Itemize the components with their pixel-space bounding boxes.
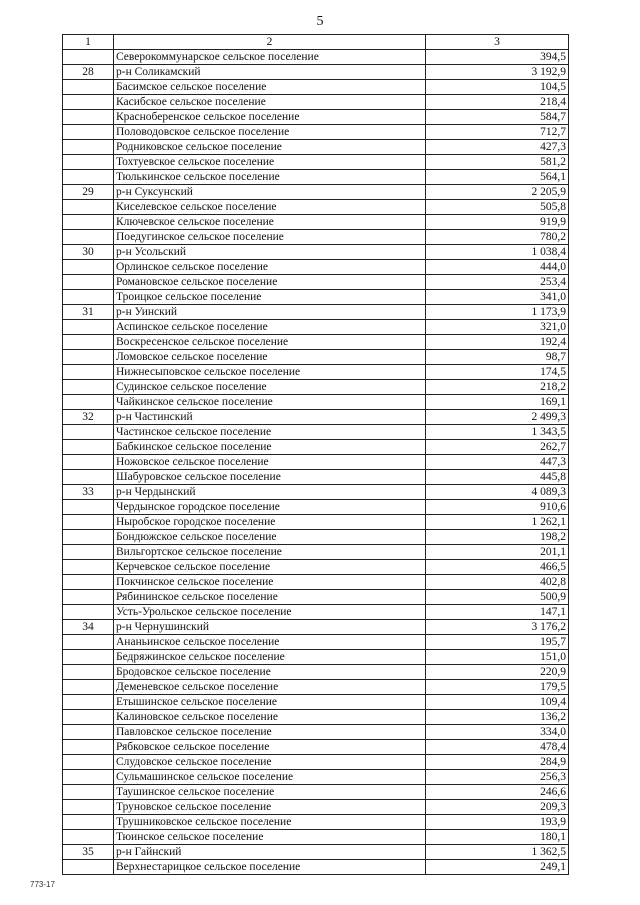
settlement-name: Поедугинское сельское поселение	[114, 230, 426, 245]
settlement-name: Калиновское сельское поселение	[114, 710, 426, 725]
amount-value: 249,1	[426, 860, 569, 875]
settlement-name: Бабкинское сельское поселение	[114, 440, 426, 455]
header-cell-3: 3	[426, 35, 569, 50]
amount-value: 427,3	[426, 140, 569, 155]
table-row	[63, 500, 569, 515]
row-number	[63, 320, 114, 335]
table-header-row	[63, 35, 569, 50]
settlement-name: р-н Частинский	[114, 410, 426, 425]
settlement-name: Керчевское сельское поселение	[114, 560, 426, 575]
amount-value: 198,2	[426, 530, 569, 545]
row-number: 28	[63, 65, 114, 80]
amount-value: 180,1	[426, 830, 569, 845]
settlement-name: Таушинское сельское поселение	[114, 785, 426, 800]
amount-value: 394,5	[426, 50, 569, 65]
table-row	[63, 830, 569, 845]
settlement-name: Трушниковское сельское поселение	[114, 815, 426, 830]
settlement-name: Чайкинское сельское поселение	[114, 395, 426, 410]
table-row	[63, 650, 569, 665]
amount-value: 1 262,1	[426, 515, 569, 530]
row-number	[63, 710, 114, 725]
row-number: 34	[63, 620, 114, 635]
row-number	[63, 575, 114, 590]
amount-value: 136,2	[426, 710, 569, 725]
amount-value: 98,7	[426, 350, 569, 365]
row-number	[63, 650, 114, 665]
document-code: 773-17	[30, 880, 55, 889]
settlement-name: Романовское сельское поселение	[114, 275, 426, 290]
amount-value: 174,5	[426, 365, 569, 380]
settlement-name: Шабуровское сельское поселение	[114, 470, 426, 485]
amount-value: 169,1	[426, 395, 569, 410]
row-number	[63, 170, 114, 185]
settlement-name: Половодовское сельское поселение	[114, 125, 426, 140]
settlement-name: Деменевское сельское поселение	[114, 680, 426, 695]
row-number	[63, 770, 114, 785]
amount-value: 2 499,3	[426, 410, 569, 425]
amount-value: 218,4	[426, 95, 569, 110]
table-row	[63, 350, 569, 365]
row-number	[63, 230, 114, 245]
row-number	[63, 515, 114, 530]
table-row	[63, 95, 569, 110]
settlement-name: Сульмашинское сельское поселение	[114, 770, 426, 785]
row-number	[63, 800, 114, 815]
amount-value: 151,0	[426, 650, 569, 665]
settlement-name: Вильгортское сельское поселение	[114, 545, 426, 560]
settlement-name: Троицкое сельское поселение	[114, 290, 426, 305]
table-row	[63, 365, 569, 380]
settlement-name: Чердынское городское поселение	[114, 500, 426, 515]
amount-value: 253,4	[426, 275, 569, 290]
row-number: 33	[63, 485, 114, 500]
amount-value: 109,4	[426, 695, 569, 710]
settlement-name: Верхнестарицкое сельское поселение	[114, 860, 426, 875]
table-row	[63, 590, 569, 605]
table-row	[63, 110, 569, 125]
settlement-name: р-н Суксунский	[114, 185, 426, 200]
row-number	[63, 635, 114, 650]
amount-value: 444,0	[426, 260, 569, 275]
settlement-name: Павловское сельское поселение	[114, 725, 426, 740]
table-row	[63, 785, 569, 800]
amount-value: 500,9	[426, 590, 569, 605]
table-row	[63, 515, 569, 530]
row-number	[63, 335, 114, 350]
settlement-name: Ножовское сельское поселение	[114, 455, 426, 470]
header-cell-2: 2	[114, 35, 426, 50]
amount-value: 478,4	[426, 740, 569, 755]
settlement-name: Киселевское сельское поселение	[114, 200, 426, 215]
table-row	[63, 50, 569, 65]
table-row	[63, 695, 569, 710]
amount-value: 1 038,4	[426, 245, 569, 260]
settlement-name: Слудовское сельское поселение	[114, 755, 426, 770]
table-row	[63, 740, 569, 755]
settlement-name: Рябининское сельское поселение	[114, 590, 426, 605]
amount-value: 246,6	[426, 785, 569, 800]
amount-value: 192,4	[426, 335, 569, 350]
table-row	[63, 185, 569, 200]
settlement-name: р-н Уинский	[114, 305, 426, 320]
table-row	[63, 575, 569, 590]
settlement-name: Аспинское сельское поселение	[114, 320, 426, 335]
settlement-name: Рябковское сельское поселение	[114, 740, 426, 755]
row-number	[63, 470, 114, 485]
row-number	[63, 740, 114, 755]
table-row	[63, 860, 569, 875]
amount-value: 1 173,9	[426, 305, 569, 320]
settlement-name: Тюлькинское сельское поселение	[114, 170, 426, 185]
row-number	[63, 380, 114, 395]
settlement-name: Ключевское сельское поселение	[114, 215, 426, 230]
settlement-name: Тохтуевское сельское поселение	[114, 155, 426, 170]
row-number: 29	[63, 185, 114, 200]
settlement-name: Бродовское сельское поселение	[114, 665, 426, 680]
table-body	[63, 35, 569, 875]
settlement-name: Воскресенское сельское поселение	[114, 335, 426, 350]
amount-value: 4 089,3	[426, 485, 569, 500]
table-row	[63, 440, 569, 455]
row-number: 32	[63, 410, 114, 425]
amount-value: 179,5	[426, 680, 569, 695]
table-row	[63, 125, 569, 140]
amount-value: 334,0	[426, 725, 569, 740]
table-row	[63, 200, 569, 215]
table-row	[63, 815, 569, 830]
row-number	[63, 725, 114, 740]
settlement-name: Ананьинское сельское поселение	[114, 635, 426, 650]
settlement-name: Бондюжское сельское поселение	[114, 530, 426, 545]
settlement-name: р-н Гайнский	[114, 845, 426, 860]
row-number	[63, 80, 114, 95]
row-number	[63, 605, 114, 620]
row-number	[63, 815, 114, 830]
row-number	[63, 785, 114, 800]
amount-value: 193,9	[426, 815, 569, 830]
row-number	[63, 155, 114, 170]
settlement-name: Бедряжинское сельское поселение	[114, 650, 426, 665]
row-number: 30	[63, 245, 114, 260]
settlement-name: Судинское сельское поселение	[114, 380, 426, 395]
amount-value: 466,5	[426, 560, 569, 575]
settlement-name: Касибское сельское поселение	[114, 95, 426, 110]
table-row	[63, 215, 569, 230]
settlement-name: Северокоммунарское сельское поселение	[114, 50, 426, 65]
amount-value: 3 176,2	[426, 620, 569, 635]
row-number	[63, 395, 114, 410]
table-row	[63, 485, 569, 500]
amount-value: 195,7	[426, 635, 569, 650]
row-number	[63, 545, 114, 560]
amount-value: 104,5	[426, 80, 569, 95]
amount-value: 581,2	[426, 155, 569, 170]
settlement-name: Басимское сельское поселение	[114, 80, 426, 95]
amount-value: 402,8	[426, 575, 569, 590]
row-number	[63, 680, 114, 695]
amount-value: 505,8	[426, 200, 569, 215]
amount-value: 256,3	[426, 770, 569, 785]
row-number	[63, 140, 114, 155]
row-number	[63, 665, 114, 680]
settlement-name: Частинское сельское поселение	[114, 425, 426, 440]
row-number	[63, 500, 114, 515]
amount-value: 712,7	[426, 125, 569, 140]
settlement-name: Родниковское сельское поселение	[114, 140, 426, 155]
row-number	[63, 830, 114, 845]
table-row	[63, 680, 569, 695]
amount-value: 564,1	[426, 170, 569, 185]
table-row	[63, 170, 569, 185]
settlement-name: Орлинское сельское поселение	[114, 260, 426, 275]
amount-value: 584,7	[426, 110, 569, 125]
row-number	[63, 350, 114, 365]
row-number	[63, 695, 114, 710]
settlement-name: Покчинское сельское поселение	[114, 575, 426, 590]
amount-value: 1 343,5	[426, 425, 569, 440]
table-row	[63, 665, 569, 680]
table-row	[63, 140, 569, 155]
amount-value: 284,9	[426, 755, 569, 770]
amount-value: 321,0	[426, 320, 569, 335]
table-row	[63, 275, 569, 290]
allocation-table	[62, 34, 569, 875]
table-row	[63, 755, 569, 770]
row-number	[63, 260, 114, 275]
row-number: 35	[63, 845, 114, 860]
table-row	[63, 770, 569, 785]
amount-value: 447,3	[426, 455, 569, 470]
amount-value: 262,7	[426, 440, 569, 455]
row-number	[63, 425, 114, 440]
amount-value: 209,3	[426, 800, 569, 815]
table-row	[63, 725, 569, 740]
row-number	[63, 95, 114, 110]
settlement-name: Нижнесыповское сельское поселение	[114, 365, 426, 380]
table-row	[63, 320, 569, 335]
table-row	[63, 305, 569, 320]
table-row	[63, 335, 569, 350]
row-number	[63, 215, 114, 230]
row-number	[63, 275, 114, 290]
table-row	[63, 65, 569, 80]
table-row	[63, 395, 569, 410]
row-number	[63, 590, 114, 605]
table-row	[63, 560, 569, 575]
table-row	[63, 620, 569, 635]
table-row	[63, 410, 569, 425]
row-number: 31	[63, 305, 114, 320]
settlement-name: Усть-Урольское сельское поселение	[114, 605, 426, 620]
table-row	[63, 530, 569, 545]
amount-value: 910,6	[426, 500, 569, 515]
amount-value: 1 362,5	[426, 845, 569, 860]
row-number	[63, 200, 114, 215]
settlement-name: р-н Соликамский	[114, 65, 426, 80]
table-row	[63, 710, 569, 725]
table-row	[63, 245, 569, 260]
table-row	[63, 155, 569, 170]
settlement-name: р-н Чернушинский	[114, 620, 426, 635]
row-number	[63, 560, 114, 575]
row-number	[63, 50, 114, 65]
table-row	[63, 290, 569, 305]
settlement-name: Ломовское сельское поселение	[114, 350, 426, 365]
row-number	[63, 440, 114, 455]
amount-value: 445,8	[426, 470, 569, 485]
settlement-name: р-н Усольский	[114, 245, 426, 260]
table-row	[63, 455, 569, 470]
row-number	[63, 860, 114, 875]
table-row	[63, 260, 569, 275]
amount-value: 220,9	[426, 665, 569, 680]
settlement-name: р-н Чердынский	[114, 485, 426, 500]
amount-value: 341,0	[426, 290, 569, 305]
amount-value: 2 205,9	[426, 185, 569, 200]
amount-value: 147,1	[426, 605, 569, 620]
amount-value: 3 192,9	[426, 65, 569, 80]
table-row	[63, 80, 569, 95]
table-row	[63, 230, 569, 245]
settlement-name: Красноберенское сельское поселение	[114, 110, 426, 125]
page-number: 5	[316, 14, 324, 29]
amount-value: 780,2	[426, 230, 569, 245]
table-row	[63, 605, 569, 620]
row-number	[63, 110, 114, 125]
settlement-name: Етышинское сельское поселение	[114, 695, 426, 710]
row-number	[63, 290, 114, 305]
table-row	[63, 635, 569, 650]
amount-value: 218,2	[426, 380, 569, 395]
settlement-name: Тюинское сельское поселение	[114, 830, 426, 845]
table-row	[63, 845, 569, 860]
row-number	[63, 365, 114, 380]
amount-value: 919,9	[426, 215, 569, 230]
settlement-name: Труновское сельское поселение	[114, 800, 426, 815]
row-number	[63, 755, 114, 770]
table-row	[63, 425, 569, 440]
amount-value: 201,1	[426, 545, 569, 560]
row-number	[63, 530, 114, 545]
table-row	[63, 545, 569, 560]
header-cell-1: 1	[63, 35, 114, 50]
table-row	[63, 470, 569, 485]
table-row	[63, 800, 569, 815]
settlement-name: Ныробское городское поселение	[114, 515, 426, 530]
row-number	[63, 455, 114, 470]
table-row	[63, 380, 569, 395]
row-number	[63, 125, 114, 140]
